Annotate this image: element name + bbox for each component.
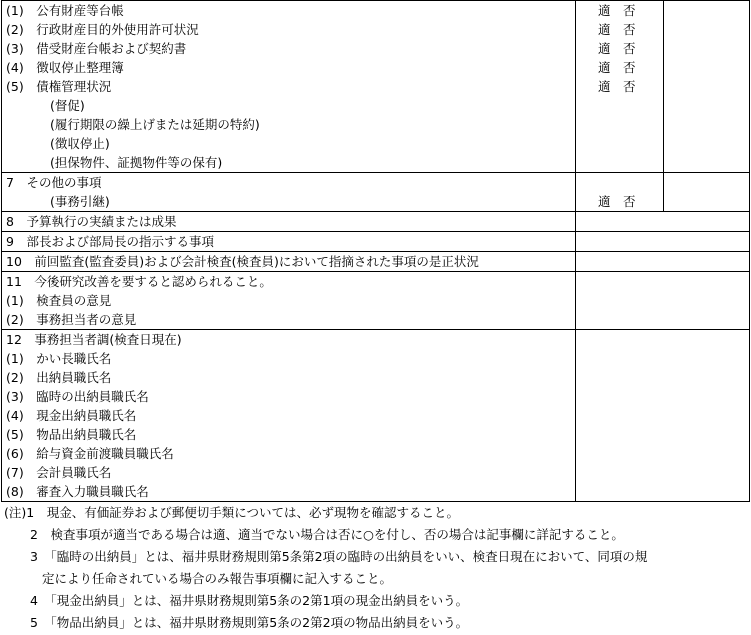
section12-item-4: (4) 現金出納員職氏名 (6, 408, 137, 423)
row-group-1 (2, 1, 750, 173)
section12-title: 12 事務担当者調(検査日現在) (6, 332, 182, 347)
note-2: 2 検査事項が適当である場合は適、適当でない場合は否に○を付し、否の場合は記事欄に詳記すること。 (30, 527, 624, 542)
row-section-8 (2, 212, 750, 232)
section11-staff-opinion: (2) 事務担当者の意見 (6, 312, 137, 327)
section11-title: 11 今後研究改善を要すると認められること。 (6, 274, 272, 289)
section7-item-handover: (事務引継) (50, 194, 110, 209)
subitem-collateral-evidence: (担保物件、証拠物件等の保有) (50, 155, 223, 170)
section12-cell (2, 330, 576, 502)
judgment-1[interactable]: 適 否 (598, 3, 636, 18)
judgment-5[interactable]: 適 否 (598, 79, 636, 94)
group1-judgment-cell (576, 1, 664, 173)
group1-items-cell (2, 1, 576, 173)
section12-item-5: (5) 物品出納員職氏名 (6, 427, 137, 442)
item-leased-property-ledger: (3) 借受財産台帳および契約書 (6, 41, 187, 56)
group1-remarks-cell[interactable] (664, 1, 750, 173)
subitem-collection-suspension: (徴収停止) (50, 136, 110, 151)
item-public-property-ledger: (1) 公有財産等台帳 (6, 3, 124, 18)
section11-remarks-cell[interactable] (576, 272, 750, 330)
section10-title: 10 前回監査(監査委員)および会計検査(検査員)において指摘された事項の是正状況 (6, 254, 479, 269)
section9-title: 9 部長および部局長の指示する事項 (6, 234, 214, 249)
section11-inspector-opinion: (1) 検査員の意見 (6, 293, 112, 308)
section9-remarks-cell[interactable] (576, 232, 750, 252)
section8-remarks-cell[interactable] (576, 212, 750, 232)
section12-item-3: (3) 臨時の出納員職氏名 (6, 389, 149, 404)
note-1: (注)1 現金、有価証券および郵便切手類については、必ず現物を確認すること。 (4, 505, 459, 520)
row-section-7 (2, 173, 750, 212)
row-section-10 (2, 252, 750, 272)
item-administrative-property-permit: (2) 行政財産目的外使用許可状況 (6, 22, 199, 37)
note-3: 3 「臨時の出納員」とは、福井県財務規則第5条第2項の臨時の出納員をいい、検査日現在において、同項の規 (30, 549, 648, 564)
section10-remarks-cell[interactable] (576, 252, 750, 272)
section12-item-1: (1) かい長職氏名 (6, 351, 112, 366)
section12-item-2: (2) 出納員職氏名 (6, 370, 112, 385)
judgment-4[interactable]: 適 否 (598, 60, 636, 75)
row-section-11 (2, 272, 750, 330)
section12-remarks-cell[interactable] (576, 330, 750, 502)
item-collection-suspension-register: (4) 徴収停止整理簿 (6, 60, 124, 75)
section7-title: 7 その他の事項 (6, 175, 102, 190)
row-section-9 (2, 232, 750, 252)
note-4: 4 「現金出納員」とは、福井県財務規則第5条の2第1項の現金出納員をいう。 (30, 593, 469, 608)
section11-cell (2, 272, 576, 330)
section12-item-7: (7) 会計員職氏名 (6, 465, 112, 480)
section10-cell (2, 252, 576, 272)
section7-cell (2, 173, 576, 212)
section8-cell (2, 212, 576, 232)
subitem-demand: (督促) (50, 98, 85, 113)
note-5: 5 「物品出納員」とは、福井県財務規則第5条の2第2項の物品出納員をいう。 (30, 615, 469, 630)
judgment-2[interactable]: 適 否 (598, 22, 636, 37)
judgment-handover[interactable]: 適 否 (598, 194, 636, 209)
note-3-continuation: 定により任命されている場合のみ報告事項欄に記入すること。 (42, 571, 393, 586)
section8-title: 8 予算執行の実績または成果 (6, 214, 177, 229)
section12-item-8: (8) 審査入力職員職氏名 (6, 484, 149, 499)
judgment-3[interactable]: 適 否 (598, 41, 636, 56)
inspection-table (1, 0, 750, 502)
row-section-12 (2, 330, 750, 502)
section7-judgment-cell (576, 173, 664, 212)
section9-cell (2, 232, 576, 252)
subitem-deadline-special-agreement: (履行期限の繰上げまたは延期の特約) (50, 117, 260, 132)
item-claims-management: (5) 債権管理状況 (6, 79, 112, 94)
notes-section (4, 502, 749, 634)
section7-remarks-cell[interactable] (664, 173, 750, 212)
section12-item-6: (6) 給与資金前渡職員職氏名 (6, 446, 174, 461)
